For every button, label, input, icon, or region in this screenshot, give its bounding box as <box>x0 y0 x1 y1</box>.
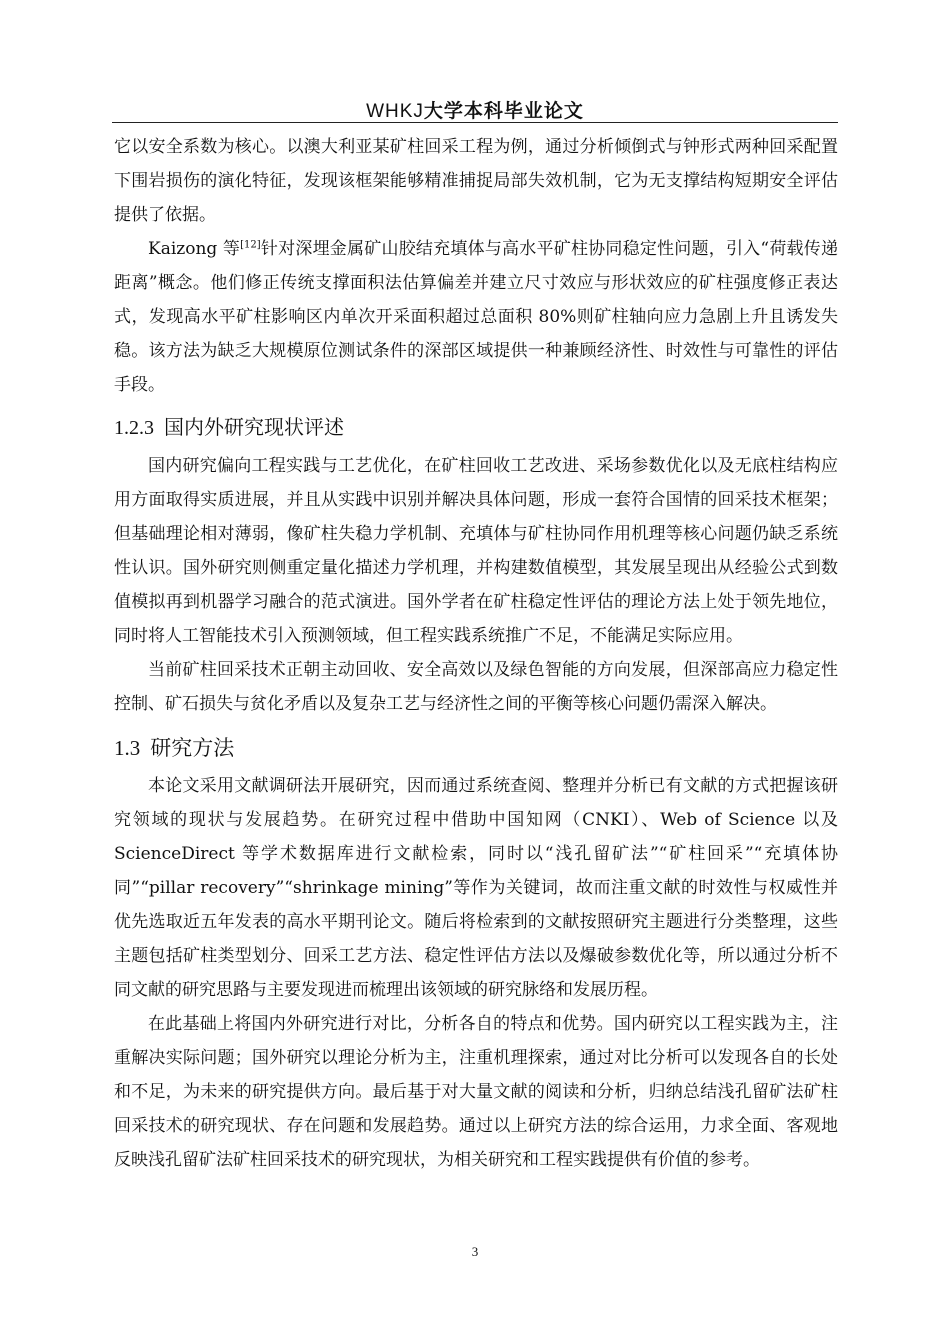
paragraph: 在此基础上将国内外研究进行对比，分析各自的特点和优势。国内研究以工程实践为主，注重解决实际问题；国外研究以理论分析为主，注重机理探索，通过对比分析可以发现各自的长处和不足，为未来的研究提供方向。最后基于对大量文献的阅读和分析，归纳总结浅孔留矿法矿柱回采技术的研究现状、存在问题和发展趋势。通过以上研究方法的综合运用，力求全面、客观地反映浅孔留矿法矿柱回采技术的研究现状，为相关研究和工程实践提供有价值的参考。 <box>114 1014 838 1170</box>
section-title: 国内外研究现状评述 <box>164 415 344 439</box>
citation-ref: [12] <box>240 239 261 251</box>
kaizong-body: 针对深埋金属矿山胶结充填体与高水平矿柱协同稳定性问题，引入“荷载传递距离”概念。他们修正传统支撑面积法估算偏差并建立尺寸效应与形状效应的矿柱强度修正表达式，发现高水平矿柱影响区内单次开采面积超过总面积 80%则矿柱轴向应力急剧上升且诱发失稳。该方法为缺乏大规模原位测试条件的深部区域提供一种兼顾经济性、时效性与可靠性的评估手段。 <box>114 239 838 395</box>
paragraph: 当前矿柱回采技术正朝主动回收、安全高效以及绿色智能的方向发展，但深部高应力稳定性控制、矿石损失与贫化矛盾以及复杂工艺与经济性之间的平衡等核心问题仍需深入解决。 <box>114 660 838 714</box>
paragraph-continued: 它以安全系数为核心。以澳大利亚某矿柱回采工程为例，通过分析倾倒式与钟形式两种回采配置下围岩损伤的演化特征，发现该框架能够精准捕捉局部失效机制，它为无支撑结构短期安全评估提供了依据。 <box>114 137 838 225</box>
paragraph: 国内研究偏向工程实践与工艺优化，在矿柱回收工艺改进、采场参数优化以及无底柱结构应用方面取得实质进展，并且从实践中识别并解决具体问题，形成一套符合国情的回采技术框架；但基础理论相对薄弱，像矿柱失稳力学机制、充填体与矿柱协同作用机理等核心问题仍缺乏系统性认识。国外研究则侧重定量化描述力学机理，并构建数值模型，其发展呈现出从经验公式到数值模拟再到机器学习融合的范式演进。国外学者在矿柱稳定性评估的理论方法上处于领先地位，同时将人工智能技术引入预测领域，但工程实践系统推广不足，不能满足实际应用。 <box>114 456 838 646</box>
section-number: 1.3 <box>114 736 141 760</box>
paragraph: 本论文采用文献调研法开展研究，因而通过系统查阅、整理并分析已有文献的方式把握该研究领域的现状与发展趋势。在研究过程中借助中国知网（CNKI）、Web of Science 以及 ScienceDirect 等学术数据库进行文献检索，同时以“浅孔留矿法”“矿柱回采”“充填体协同”“pillar recovery”“shrinkage mining”等作为关键词，故而注重文献的时效性与权威性并优先选取近五年发表的高水平期刊论文。随后将检索到的文献按照研究主题进行分类整理，这些主题包括矿柱类型划分、回采工艺方法、稳定性评估方法以及爆破参数优化等，所以通过分析不同文献的研究思路与主要发现进而梳理出该领域的研究脉络和发展历程。 <box>114 776 838 1000</box>
header-abbr: WHKJ <box>366 101 424 122</box>
section-heading-1-3 <box>114 729 838 767</box>
page-number: 3 <box>471 1244 479 1259</box>
paragraph-kaizong <box>114 232 838 402</box>
page-body <box>114 130 838 1177</box>
section-heading-1-2-3 <box>114 408 838 447</box>
running-header <box>0 96 950 123</box>
header-rule <box>112 122 838 123</box>
section-number: 1.2.3 <box>114 417 154 439</box>
kaizong-lead: Kaizong 等 <box>148 239 241 259</box>
header-title: 大学本科毕业论文 <box>423 100 584 122</box>
section-title: 研究方法 <box>150 736 235 760</box>
